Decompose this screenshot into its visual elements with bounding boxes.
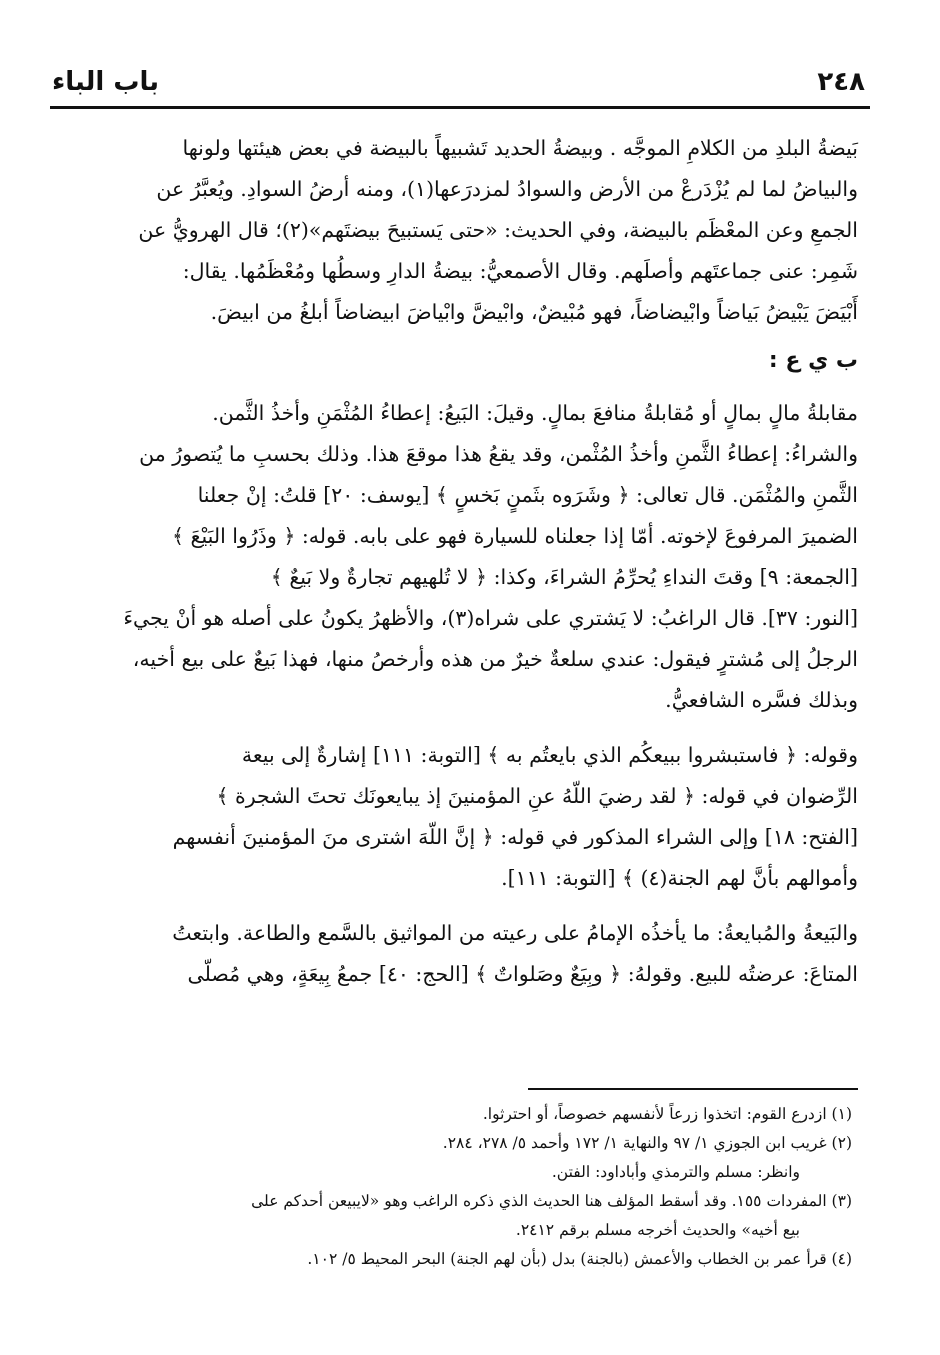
page-header — [52, 62, 865, 102]
text-line: الثَّمنِ والمُثْمَن. قال تعالى: ﴿ وشَرَوه بثَمنٍ بَخسٍ ﴾ [يوسف: ٢٠] قلتُ: إنْ جعلنا — [197, 483, 858, 507]
text-line: وأموالهم بأنَّ لهم الجنة(٤) ﴾ [التوبة: ١١١]. — [501, 866, 858, 890]
footnote: (٣) المفردات ١٥٥. وقد أسقط المؤلف هنا الحديث الذي ذكره الراغب وهو «لايبيعن أحدكم على — [251, 1192, 852, 1210]
text-line: وقوله: ﴿ فاستبشروا ببيعكُم الذي بايعتُم به ﴾ [التوبة: ١١١] إشارةٌ إلى بيعة — [241, 743, 858, 767]
text-line: أَبْيَضَ يَبْيضُ بَياضاً وابْيضاضاً، فهو مُبْيضٌ، وابْيضَّ وابْياضَ ابيضاضاً أبلغُ من ابيضَ. — [210, 300, 858, 324]
footnotes — [78, 1100, 852, 1274]
footnote-continuation: بيع أخيه» والحديث أخرجه مسلم برقم ٢٤١٢. — [515, 1221, 800, 1239]
text-line: [النور: ٣٧]. قال الراغبُ: لا يَشتري على شراه(٣)، والأظهرُ يكونُ على أصله هو أنْ يجيءَ — [123, 606, 858, 630]
footnote-continuation: وانظر: مسلم والترمذي وأباداود: الفتن. — [551, 1163, 800, 1181]
text-line: المتاعَ: عرضتُه للبيع. وقولهُ: ﴿ وبِيَعٌ وصَلواتٌ ﴾ [الحج: ٤٠] جمعُ بِيعَةٍ، وهي مُصلّى — [187, 962, 858, 986]
text-line: الجمعِ وعن المعْظَم بالبيضة، وفي الحديث: «حتى يَستبيحَ بيضتَهم»(٢)؛ قال الهرويُّ عن — [138, 218, 858, 242]
text-line: شَمِر: عنى جماعتَهم وأصلَهم. وقال الأصمعيُّ: بيضةُ الدارِ وسطُها ومُعْظَمُها. يقال: — [182, 259, 858, 283]
main-text — [70, 128, 858, 995]
header-rule — [50, 106, 870, 109]
text-line: والبَيعةُ والمُبايعةُ: ما يأخذُه الإمامُ على رعيته من المواثيق بالسَّمع والطاعة. وابتعتُ — [172, 921, 858, 945]
footnote-separator — [528, 1088, 858, 1090]
text-line: والبياضُ لما لم يُزْدَرعْ من الأرض والسوادُ لمزدرَعها(١)، ومنه أرضُ السوادِ. ويُعبَّرُ عن — [156, 177, 858, 201]
chapter-title: باب الباء — [52, 67, 160, 97]
text-line: والشراءُ: إعطاءُ الثَّمنِ وأخذُ المُثْمن، وقد يقعُ هذا موقعَ هذا. وذلك بحسبِ ما يُتصورُ من — [139, 442, 858, 466]
text-line: بَيضةُ البلدِ من الكلامِ الموجَّه . وبيضةُ الحديد تَشبيهاً بالبيضة في بعض هيئتها ولونها — [182, 136, 858, 160]
footnote: (١) ازدرع القوم: اتخذوا زرعاً لأنفسهم خصوصاً، أو احترثوا. — [482, 1105, 852, 1123]
page-number: ٢٤٨ — [817, 67, 865, 97]
text-line: مقابلةُ مالٍ بمالٍ أو مُقابلةُ منافعَ بمالٍ. وقيلَ: البَيعُ: إعطاءُ المُثْمَنِ وأخذُ الثَّمن. — [212, 401, 858, 425]
text-line: الضميرَ المرفوعَ لإخوته. أمّا إذا جعلناه للسيارة فهو على بابه. قوله: ﴿ وذَرُوا البَيْعَ ﴾ — [172, 524, 858, 548]
section-heading: ب ي ع : — [768, 348, 858, 373]
text-line: الرِّضوان في قوله: ﴿ لقد رضيَ اللّهُ عنِ المؤمنينَ إذ يبايعونَك تحتَ الشجرة ﴾ — [216, 784, 858, 808]
text-line: [الجمعة: ٩] وقتَ النداءِ يُحرِّمُ الشراءَ، وكذا: ﴿ لا تُلهيهم تجارةٌ ولا بَيعٌ ﴾ — [270, 565, 858, 589]
footnote: (٤) قرأ عمر بن الخطاب والأعمش (بالجنة) بدل (بأن لهم الجنة) البحر المحيط ٥/ ١٠٢. — [307, 1250, 852, 1268]
text-line: الرجلُ إلى مُشترٍ فيقول: عندي سلعةٌ خيرٌ من هذه وأرخصُ منها، فهذا بَيعٌ على بيع أخيه، — [132, 647, 858, 671]
text-line: [الفتح: ١٨] وإلى الشراء المذكور في قوله: ﴿ إنَّ اللّهَ اشترى منَ المؤمنينَ أنفسهم — [172, 825, 858, 849]
text-line: وبذلك فسَّره الشافعيُّ. — [665, 688, 858, 712]
footnote: (٢) غريب ابن الجوزي ١/ ٩٧ والنهاية ١/ ١٧٢ وأحمد ٥/ ٢٧٨، ٢٨٤. — [442, 1134, 852, 1152]
